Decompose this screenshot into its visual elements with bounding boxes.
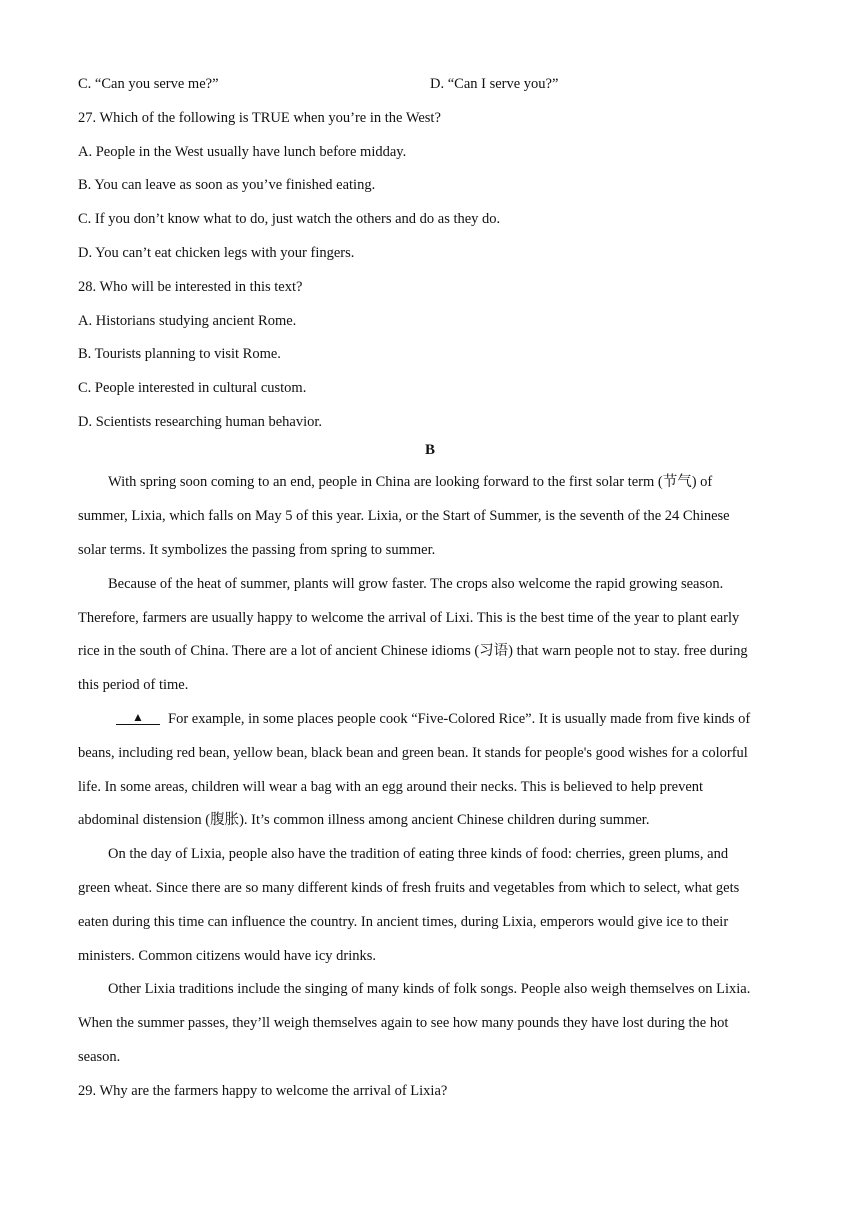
p3-line-1 (116, 709, 750, 729)
p3-line-1-text: For example, in some places people cook “Five-Colored Rice”. It is usually made from five kinds of (168, 711, 751, 727)
q29-question: 29. Why are the farmers happy to welcome the arrival of Lixia? (78, 1083, 448, 1099)
p4-line-4: ministers. Common citizens would have icy drinks. (78, 948, 377, 964)
p4-line-1: On the day of Lixia, people also have the tradition of eating three kinds of food: cherries, green plums, and (108, 846, 729, 862)
q27-option-a: A. People in the West usually have lunch before midday. (78, 144, 407, 160)
p1-line-3: solar terms. It symbolizes the passing from spring to summer. (78, 542, 436, 558)
q27-question: 27. Which of the following is TRUE when you’re in the West? (78, 110, 441, 126)
p5-line-2: When the summer passes, they’ll weigh themselves again to see how many pounds they have lost during the hot (78, 1015, 729, 1031)
p5-line-1: Other Lixia traditions include the singing of many kinds of folk songs. People also weigh themselves on Lixia. (108, 981, 751, 997)
p2-line-4: this period of time. (78, 677, 189, 693)
q27-option-b: B. You can leave as soon as you’ve finished eating. (78, 177, 376, 193)
p2-line-1: Because of the heat of summer, plants will grow faster. The crops also welcome the rapid growing season. (108, 576, 724, 592)
q28-question: 28. Who will be interested in this text? (78, 279, 303, 295)
p2-line-3: rice in the south of China. There are a lot of ancient Chinese idioms (习语) that warn people not to stay. free during (78, 643, 748, 659)
q26-option-d: D. “Can I serve you?” (430, 76, 559, 92)
q28-option-c: C. People interested in cultural custom. (78, 380, 307, 396)
p1-line-1: With spring soon coming to an end, people in China are looking forward to the first solar term (节气) of (108, 474, 713, 490)
p1-line-2: summer, Lixia, which falls on May 5 of this year. Lixia, or the Start of Summer, is the seventh of the 24 Chinese (78, 508, 730, 524)
p2-line-2: Therefore, farmers are usually happy to welcome the arrival of Lixi. This is the best time of the year to plant early (78, 610, 740, 626)
p3-line-4: abdominal distension (腹胀). It’s common illness among ancient Chinese children during summer. (78, 812, 650, 828)
p5-line-3: season. (78, 1049, 121, 1065)
answer-blank: ▲ (116, 710, 160, 725)
p3-line-3: life. In some areas, children will wear a bag with an egg around their necks. This is believed to help prevent (78, 779, 704, 795)
q27-option-d: D. You can’t eat chicken legs with your fingers. (78, 245, 355, 261)
q28-option-d: D. Scientists researching human behavior. (78, 414, 323, 430)
p4-line-3: eaten during this time can influence the country. In ancient times, during Lixia, emperors would give ice to their (78, 914, 729, 930)
q26-option-c: C. “Can you serve me?” (78, 76, 219, 92)
q28-option-a: A. Historians studying ancient Rome. (78, 313, 297, 329)
p4-line-2: green wheat. Since there are so many different kinds of fresh fruits and vegetables from which to select, what gets (78, 880, 740, 896)
q28-option-b: B. Tourists planning to visit Rome. (78, 346, 281, 362)
section-b-heading: B (424, 442, 435, 458)
p3-line-2: beans, including red bean, yellow bean, black bean and green bean. It stands for people's good wishes for a colorful (78, 745, 748, 761)
q27-option-c: C. If you don’t know what to do, just watch the others and do as they do. (78, 211, 501, 227)
